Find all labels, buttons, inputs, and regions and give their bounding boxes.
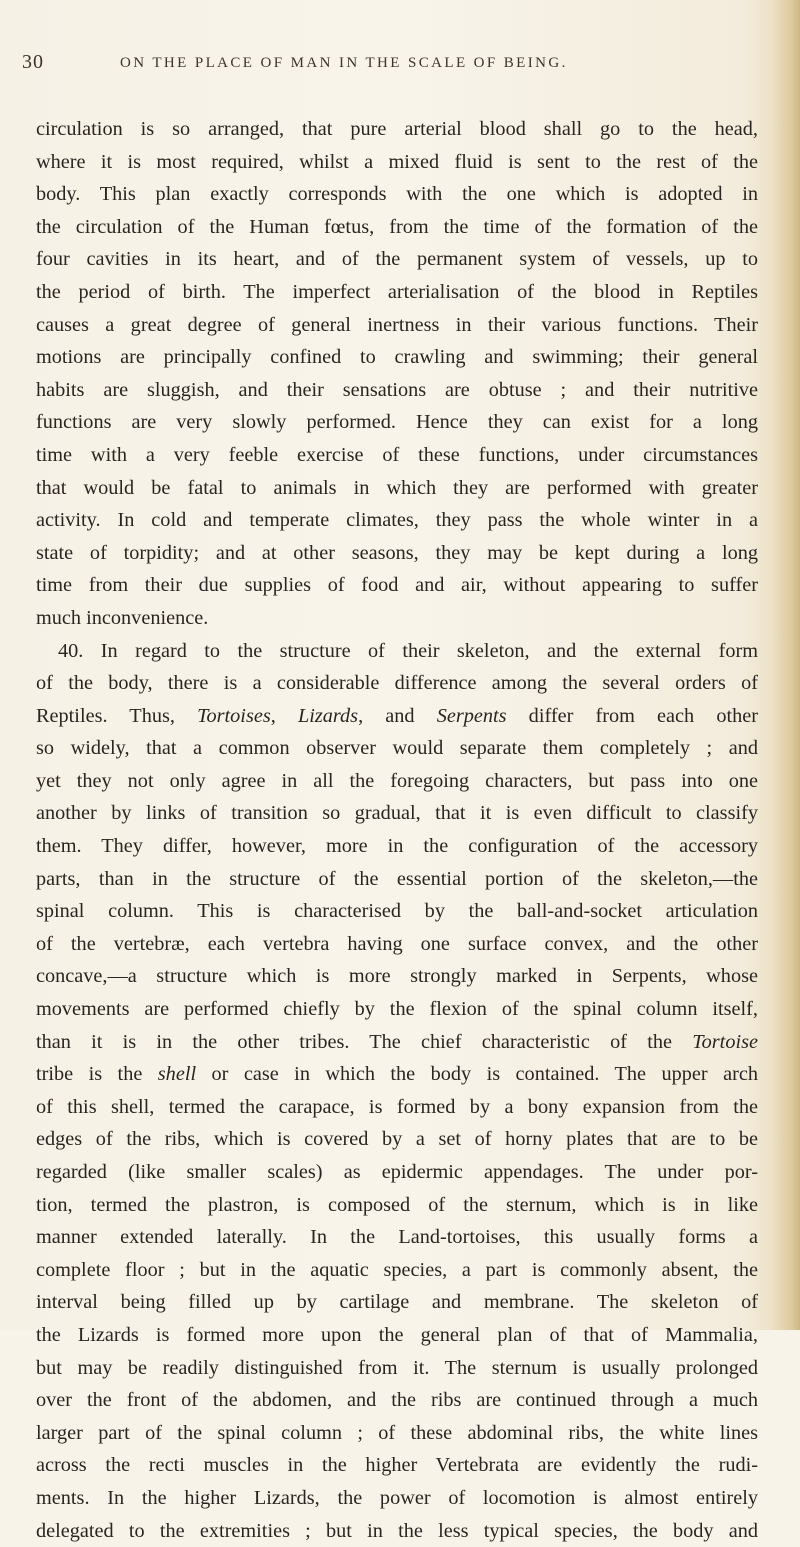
text-line: of the body, there is a considerable difference among the several orders of bbox=[36, 672, 758, 695]
body-text bbox=[36, 113, 758, 1547]
text-line: Reptiles. Thus, Tortoises, Lizards, and Serpents differ from each other bbox=[36, 704, 758, 727]
text-line: that would be fatal to animals in which they are performed with greater bbox=[36, 476, 758, 499]
text-line: time with a very feeble exercise of these functions, under circumstances bbox=[36, 443, 758, 466]
text-line: circulation is so arranged, that pure arterial blood shall go to the head, bbox=[36, 118, 758, 140]
page-number: 30 bbox=[22, 51, 44, 73]
text-line: edges of the ribs, which is covered by a set of horny plates that are to be bbox=[36, 1128, 758, 1151]
running-title: ON THE PLACE OF MAN IN THE SCALE OF BEING. bbox=[120, 55, 568, 71]
text-line: where it is most required, whilst a mixed fluid is sent to the rest of the bbox=[36, 150, 758, 173]
text-line: so widely, that a common observer would separate them completely ; and bbox=[36, 737, 758, 760]
text-line: spinal column. This is characterised by the ball-and-socket articulation bbox=[36, 900, 758, 923]
text-line: them. They differ, however, more in the configuration of the accessory bbox=[36, 835, 758, 858]
text-line: parts, than in the structure of the essential portion of the skeleton,—the bbox=[36, 867, 758, 890]
text-line: causes a great degree of general inertness in their various functions. Their bbox=[36, 313, 758, 336]
text-line: tion, termed the plastron, is composed of the sternum, which is in like bbox=[36, 1193, 758, 1216]
text-line: than it is in the other tribes. The chief characteristic of the Tortoise bbox=[36, 1030, 758, 1053]
text-line: but may be readily distinguished from it. The sternum is usually prolonged bbox=[36, 1356, 758, 1379]
text-line: concave,—a structure which is more strongly marked in Serpents, whose bbox=[36, 965, 758, 988]
text-line: body. This plan exactly corresponds with the one which is adopted in bbox=[36, 183, 758, 206]
text-line: manner extended laterally. In the Land-tortoises, this usually forms a bbox=[36, 1226, 758, 1249]
text-line: over the front of the abdomen, and the ribs are continued through a much bbox=[36, 1389, 758, 1412]
text-line: another by links of transition so gradual, that it is even difficult to classify bbox=[36, 802, 758, 825]
text-line: state of torpidity; and at other seasons, they may be kept during a long bbox=[36, 541, 758, 564]
text-line: of this shell, termed the carapace, is formed by a bony expansion from the bbox=[36, 1095, 758, 1118]
text-line: delegated to the extremities ; but in the less typical species, the body and bbox=[36, 1519, 758, 1542]
running-header bbox=[0, 51, 800, 79]
text-line: the circulation of the Human fœtus, from the time of the formation of the bbox=[36, 215, 758, 238]
text-line: yet they not only agree in all the foregoing characters, but pass into one bbox=[36, 769, 758, 792]
text-line: interval being filled up by cartilage and membrane. The skeleton of bbox=[36, 1291, 758, 1314]
text-line: larger part of the spinal column ; of these abdominal ribs, the white lines bbox=[36, 1421, 758, 1444]
text-line: tribe is the shell or case in which the body is contained. The upper arch bbox=[36, 1063, 758, 1086]
text-line: 40. In regard to the structure of their skeleton, and the external form bbox=[58, 639, 758, 662]
text-line: ments. In the higher Lizards, the power of locomotion is almost entirely bbox=[36, 1486, 758, 1509]
text-line: the period of birth. The imperfect arterialisation of the blood in Reptiles bbox=[36, 280, 758, 303]
text-line: much inconvenience. bbox=[36, 606, 209, 629]
text-line: activity. In cold and temperate climates, they pass the whole winter in a bbox=[36, 509, 758, 532]
text-line: regarded (like smaller scales) as epidermic appendages. The under por- bbox=[36, 1161, 758, 1183]
text-line: functions are very slowly performed. Hence they can exist for a long bbox=[36, 411, 758, 434]
page-edge-shadow bbox=[772, 0, 800, 1330]
text-line: of the vertebræ, each vertebra having one surface convex, and the other bbox=[36, 932, 758, 955]
text-line: motions are principally confined to crawling and swimming; their general bbox=[36, 346, 758, 369]
text-line: movements are performed chiefly by the flexion of the spinal column itself, bbox=[36, 998, 758, 1021]
text-line: the Lizards is formed more upon the general plan of that of Mammalia, bbox=[36, 1323, 758, 1346]
text-line: across the recti muscles in the higher Vertebrata are evidently the rudi- bbox=[36, 1454, 758, 1477]
text-line: four cavities in its heart, and of the permanent system of vessels, up to bbox=[36, 248, 758, 271]
text-line: complete floor ; but in the aquatic species, a part is commonly absent, the bbox=[36, 1258, 758, 1281]
text-line: time from their due supplies of food and air, without appearing to suffer bbox=[36, 574, 758, 597]
text-line: habits are sluggish, and their sensations are obtuse ; and their nutritive bbox=[36, 378, 758, 401]
